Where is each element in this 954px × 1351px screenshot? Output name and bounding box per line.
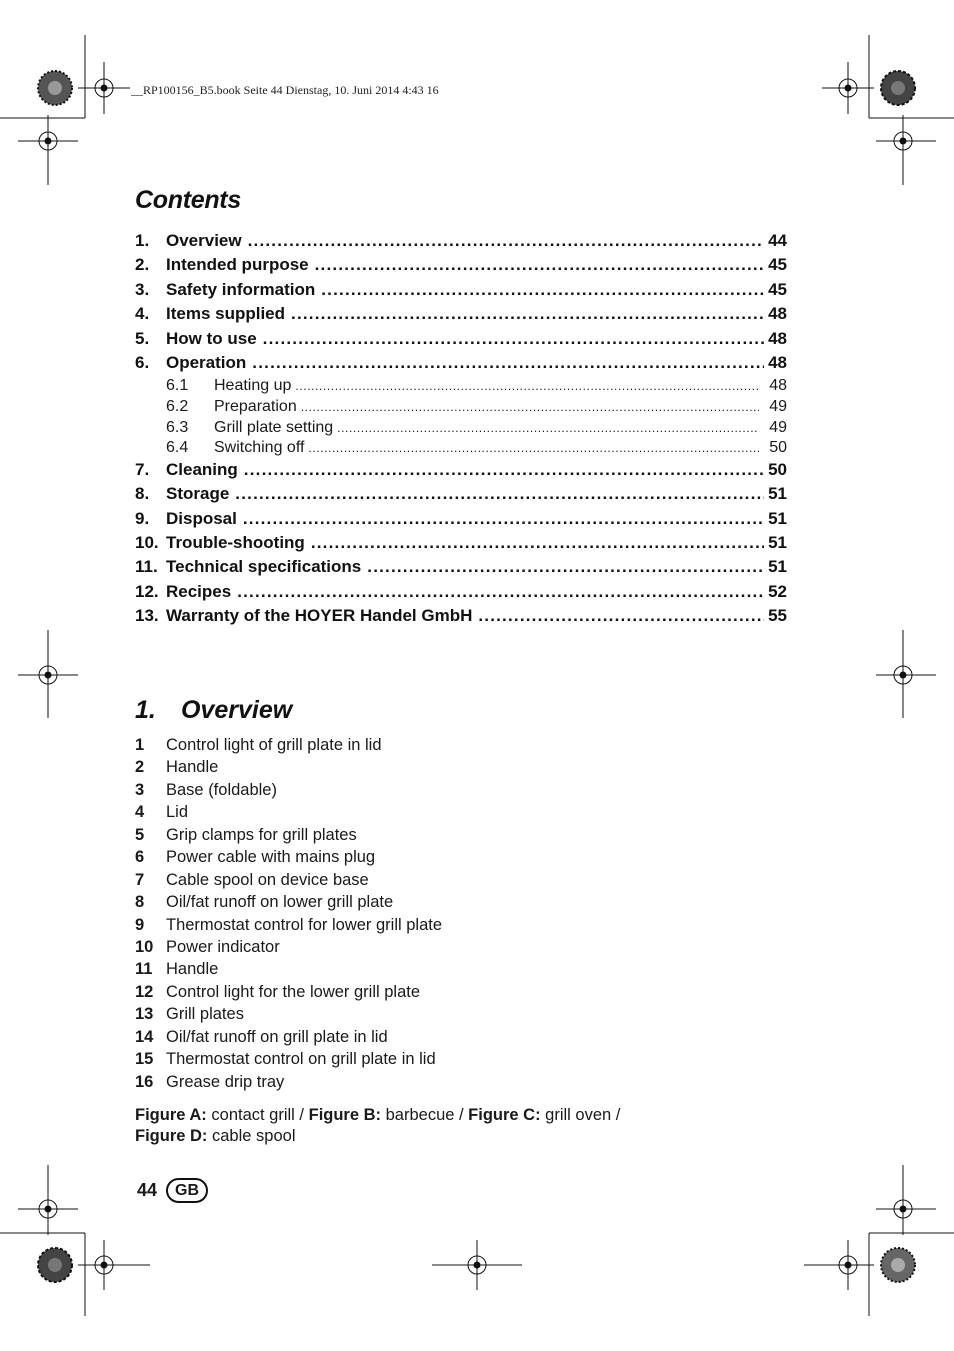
crosshair-mark-left-middle [18,630,78,718]
toc-entry-title: Overview [166,231,242,250]
toc-entry[interactable] [135,484,787,508]
toc-leader-dots [263,329,764,349]
crosshair-mark-right-lower [876,1165,936,1235]
toc-sub-entry-page: 49 [769,397,787,415]
toc-entry-number: 8. [135,484,150,504]
part-number: 11 [135,960,153,979]
part-number: 13 [135,1005,154,1024]
toc-entry-page: 45 [768,255,787,275]
toc-sub-entry[interactable] [135,419,787,440]
toc-entry-page: 48 [768,328,787,348]
crosshair-mark-right-middle [876,630,936,718]
part-number: 10 [135,937,154,956]
part-label: Thermostat control on grill plate in lid [166,1050,436,1069]
toc-sub-entry-number: 6.4 [166,439,189,457]
toc-entry-page: 48 [768,352,787,372]
overview-section-title: Overview [181,696,293,724]
figure-d-text: cable spool [207,1126,296,1145]
toc-sub-entry-title: Grill plate setting [214,418,334,436]
toc-entry-title: Warranty of the HOYER Handel GmbH [166,606,473,626]
toc-entry-number: 6. [135,352,150,372]
list-item [135,1073,442,1095]
toc-entry[interactable] [135,557,787,581]
toc-entry-page: 45 [768,279,787,299]
part-number: 12 [135,982,154,1001]
crosshair-mark-top-left [78,62,130,114]
toc-entry-page: 48 [768,304,787,324]
toc-entry-page: 55 [768,606,787,626]
toc-entry[interactable] [135,353,787,377]
part-label: Base (foldable) [166,780,277,799]
parts-list [135,736,442,1095]
toc-entry-page: 52 [768,581,787,601]
page-number: 44 [137,1180,158,1200]
toc-entry-number: 10. [135,532,159,552]
part-number: 15 [135,1050,154,1069]
toc-entry-page: 51 [768,508,787,528]
part-label: Lid [166,803,189,822]
contents-heading: Contents [135,186,241,214]
toc-leader-dots [337,421,759,435]
toc-leader-dots [308,441,759,455]
part-label: Grip clamps for grill plates [166,825,357,844]
toc-leader-dots [295,379,759,393]
toc-entry[interactable] [135,304,787,328]
toc-entry-page: 50 [768,459,787,479]
list-item [135,960,442,982]
part-number: 6 [135,848,145,867]
part-number: 9 [135,915,145,934]
toc-sub-entry-number: 6.3 [166,418,189,436]
list-item [135,758,442,780]
toc-leader-dots [315,255,764,275]
figure-a-text: contact grill / [206,1106,309,1124]
calibration-rosette-bottom-left [38,1248,72,1282]
toc-sub-entry-title: Preparation [214,397,297,415]
toc-sub-entry[interactable] [135,398,787,419]
toc-entry[interactable] [135,460,787,484]
toc-entry[interactable] [135,582,787,606]
crosshair-mark-left-upper [18,115,78,185]
part-number: 16 [135,1072,154,1091]
crosshair-mark-bottom-center [432,1240,522,1290]
toc-entry-page: 51 [768,484,787,504]
toc-leader-dots [321,280,764,300]
part-number: 14 [135,1027,154,1046]
toc-sub-entry-page: 50 [769,439,787,457]
print-file-header: __RP100156_B5.book Seite 44 Dienstag, 10. Juni 2014 4:43 16 [131,83,439,97]
crosshair-mark-top-right [822,62,874,114]
part-label: Oil/fat runoff on grill plate in lid [166,1027,388,1046]
toc-entry-number: 11. [135,557,158,577]
toc-entry-page: 51 [768,557,787,577]
figure-c-text: grill oven / [540,1106,621,1124]
part-number: 5 [135,825,145,844]
part-number: 7 [135,870,145,889]
list-item [135,983,442,1005]
toc-entry-page: 51 [768,532,787,552]
toc-sub-entry-number: 6.1 [166,377,189,395]
part-label: Oil/fat runoff on lower grill plate [166,893,394,912]
toc-entry-title: Items supplied [166,304,286,324]
toc-entry-title: Cleaning [166,459,238,479]
list-item [135,871,442,893]
figure-b-text: barbecue / [381,1106,469,1124]
calibration-rosette-top-left [38,71,72,105]
figure-legend-line-2 [135,1126,620,1147]
toc-sub-entry-page: 49 [769,418,787,436]
list-item [135,848,442,870]
toc-entry-number: 5. [135,328,150,348]
toc-sub-entry[interactable] [135,439,787,460]
crosshair-mark-left-lower [18,1165,78,1235]
part-label: Cable spool on device base [166,870,369,889]
toc-leader-dots [248,231,764,251]
overview-heading [135,696,292,725]
toc-leader-dots [244,460,764,480]
toc-entry-title: Intended purpose [166,255,309,275]
crosshair-mark-bottom-right [804,1240,874,1290]
table-of-contents [135,231,787,630]
toc-sub-entry-page: 48 [769,377,787,395]
toc-entry-title: Disposal [166,508,237,528]
toc-entry-title: How to use [166,328,257,348]
toc-leader-dots [252,353,764,373]
part-number: 1 [135,736,145,754]
toc-entry[interactable] [135,231,787,255]
list-item [135,1028,442,1050]
list-item [135,781,442,803]
toc-entry[interactable] [135,509,787,533]
toc-entry-title: Safety information [166,279,316,299]
toc-entry-number: 9. [135,508,150,528]
part-label: Grill plates [166,1005,244,1024]
toc-entry-number: 4. [135,304,150,324]
toc-leader-dots [237,582,764,602]
figure-legend-line-1 [135,1105,620,1126]
toc-entry[interactable] [135,606,787,630]
part-label: Control light for the lower grill plate [166,982,421,1001]
toc-sub-entry-title: Heating up [214,377,292,395]
figure-a-label: Figure A: [135,1106,207,1124]
toc-entry[interactable] [135,255,787,279]
toc-sub-entry[interactable] [135,377,787,398]
toc-entry[interactable] [135,533,787,557]
figure-c-label: Figure C: [468,1106,541,1124]
part-label: Power cable with mains plug [166,848,376,867]
toc-sub-entry-title: Switching off [214,439,305,457]
part-number: 8 [135,893,145,912]
toc-entry-page: 44 [768,231,787,250]
list-item [135,916,442,938]
toc-entry-number: 13. [135,606,159,626]
part-label: Power indicator [166,937,280,956]
toc-entry-title: Trouble-shooting [166,532,305,552]
toc-leader-dots [291,304,764,324]
toc-entry-number: 12. [135,581,159,601]
toc-leader-dots [243,509,764,529]
toc-entry[interactable] [135,280,787,304]
part-number: 3 [135,780,145,799]
toc-entry-number: 3. [135,279,150,299]
list-item [135,736,442,758]
toc-entry[interactable] [135,329,787,353]
crosshair-mark-right-upper [876,115,936,185]
overview-section-number: 1. [135,696,156,724]
list-item [135,826,442,848]
page-footer [137,1178,208,1203]
part-number: 2 [135,758,145,777]
toc-entry-number: 7. [135,459,150,479]
part-label: Handle [166,960,219,979]
list-item [135,803,442,825]
toc-entry-number: 2. [135,255,150,275]
toc-leader-dots [478,606,764,626]
toc-leader-dots [367,557,764,577]
toc-entry-title: Recipes [166,581,232,601]
part-label: Handle [166,758,219,777]
figure-d-label: Figure D: [135,1126,208,1145]
list-item [135,893,442,915]
list-item [135,938,442,960]
toc-entry-title: Storage [166,484,230,504]
toc-entry-title: Technical specifications [166,557,362,577]
figure-b-label: Figure B: [308,1106,382,1124]
calibration-rosette-top-right [881,71,915,105]
toc-leader-dots [311,533,764,553]
toc-entry-title: Operation [166,352,247,372]
toc-leader-dots [235,484,764,504]
list-item [135,1050,442,1072]
part-label: Thermostat control for lower grill plate [166,915,443,934]
part-number: 4 [135,803,145,822]
toc-sub-entry-number: 6.2 [166,397,189,415]
calibration-rosette-bottom-right [881,1248,915,1282]
toc-entry-number: 1. [135,231,150,250]
list-item [135,1005,442,1027]
part-label: Grease drip tray [166,1072,285,1091]
crosshair-mark-bottom-left [78,1240,150,1290]
toc-leader-dots [301,400,759,414]
figure-legend [135,1105,620,1146]
part-label: Control light of grill plate in lid [166,736,382,754]
language-badge: GB [166,1178,208,1203]
